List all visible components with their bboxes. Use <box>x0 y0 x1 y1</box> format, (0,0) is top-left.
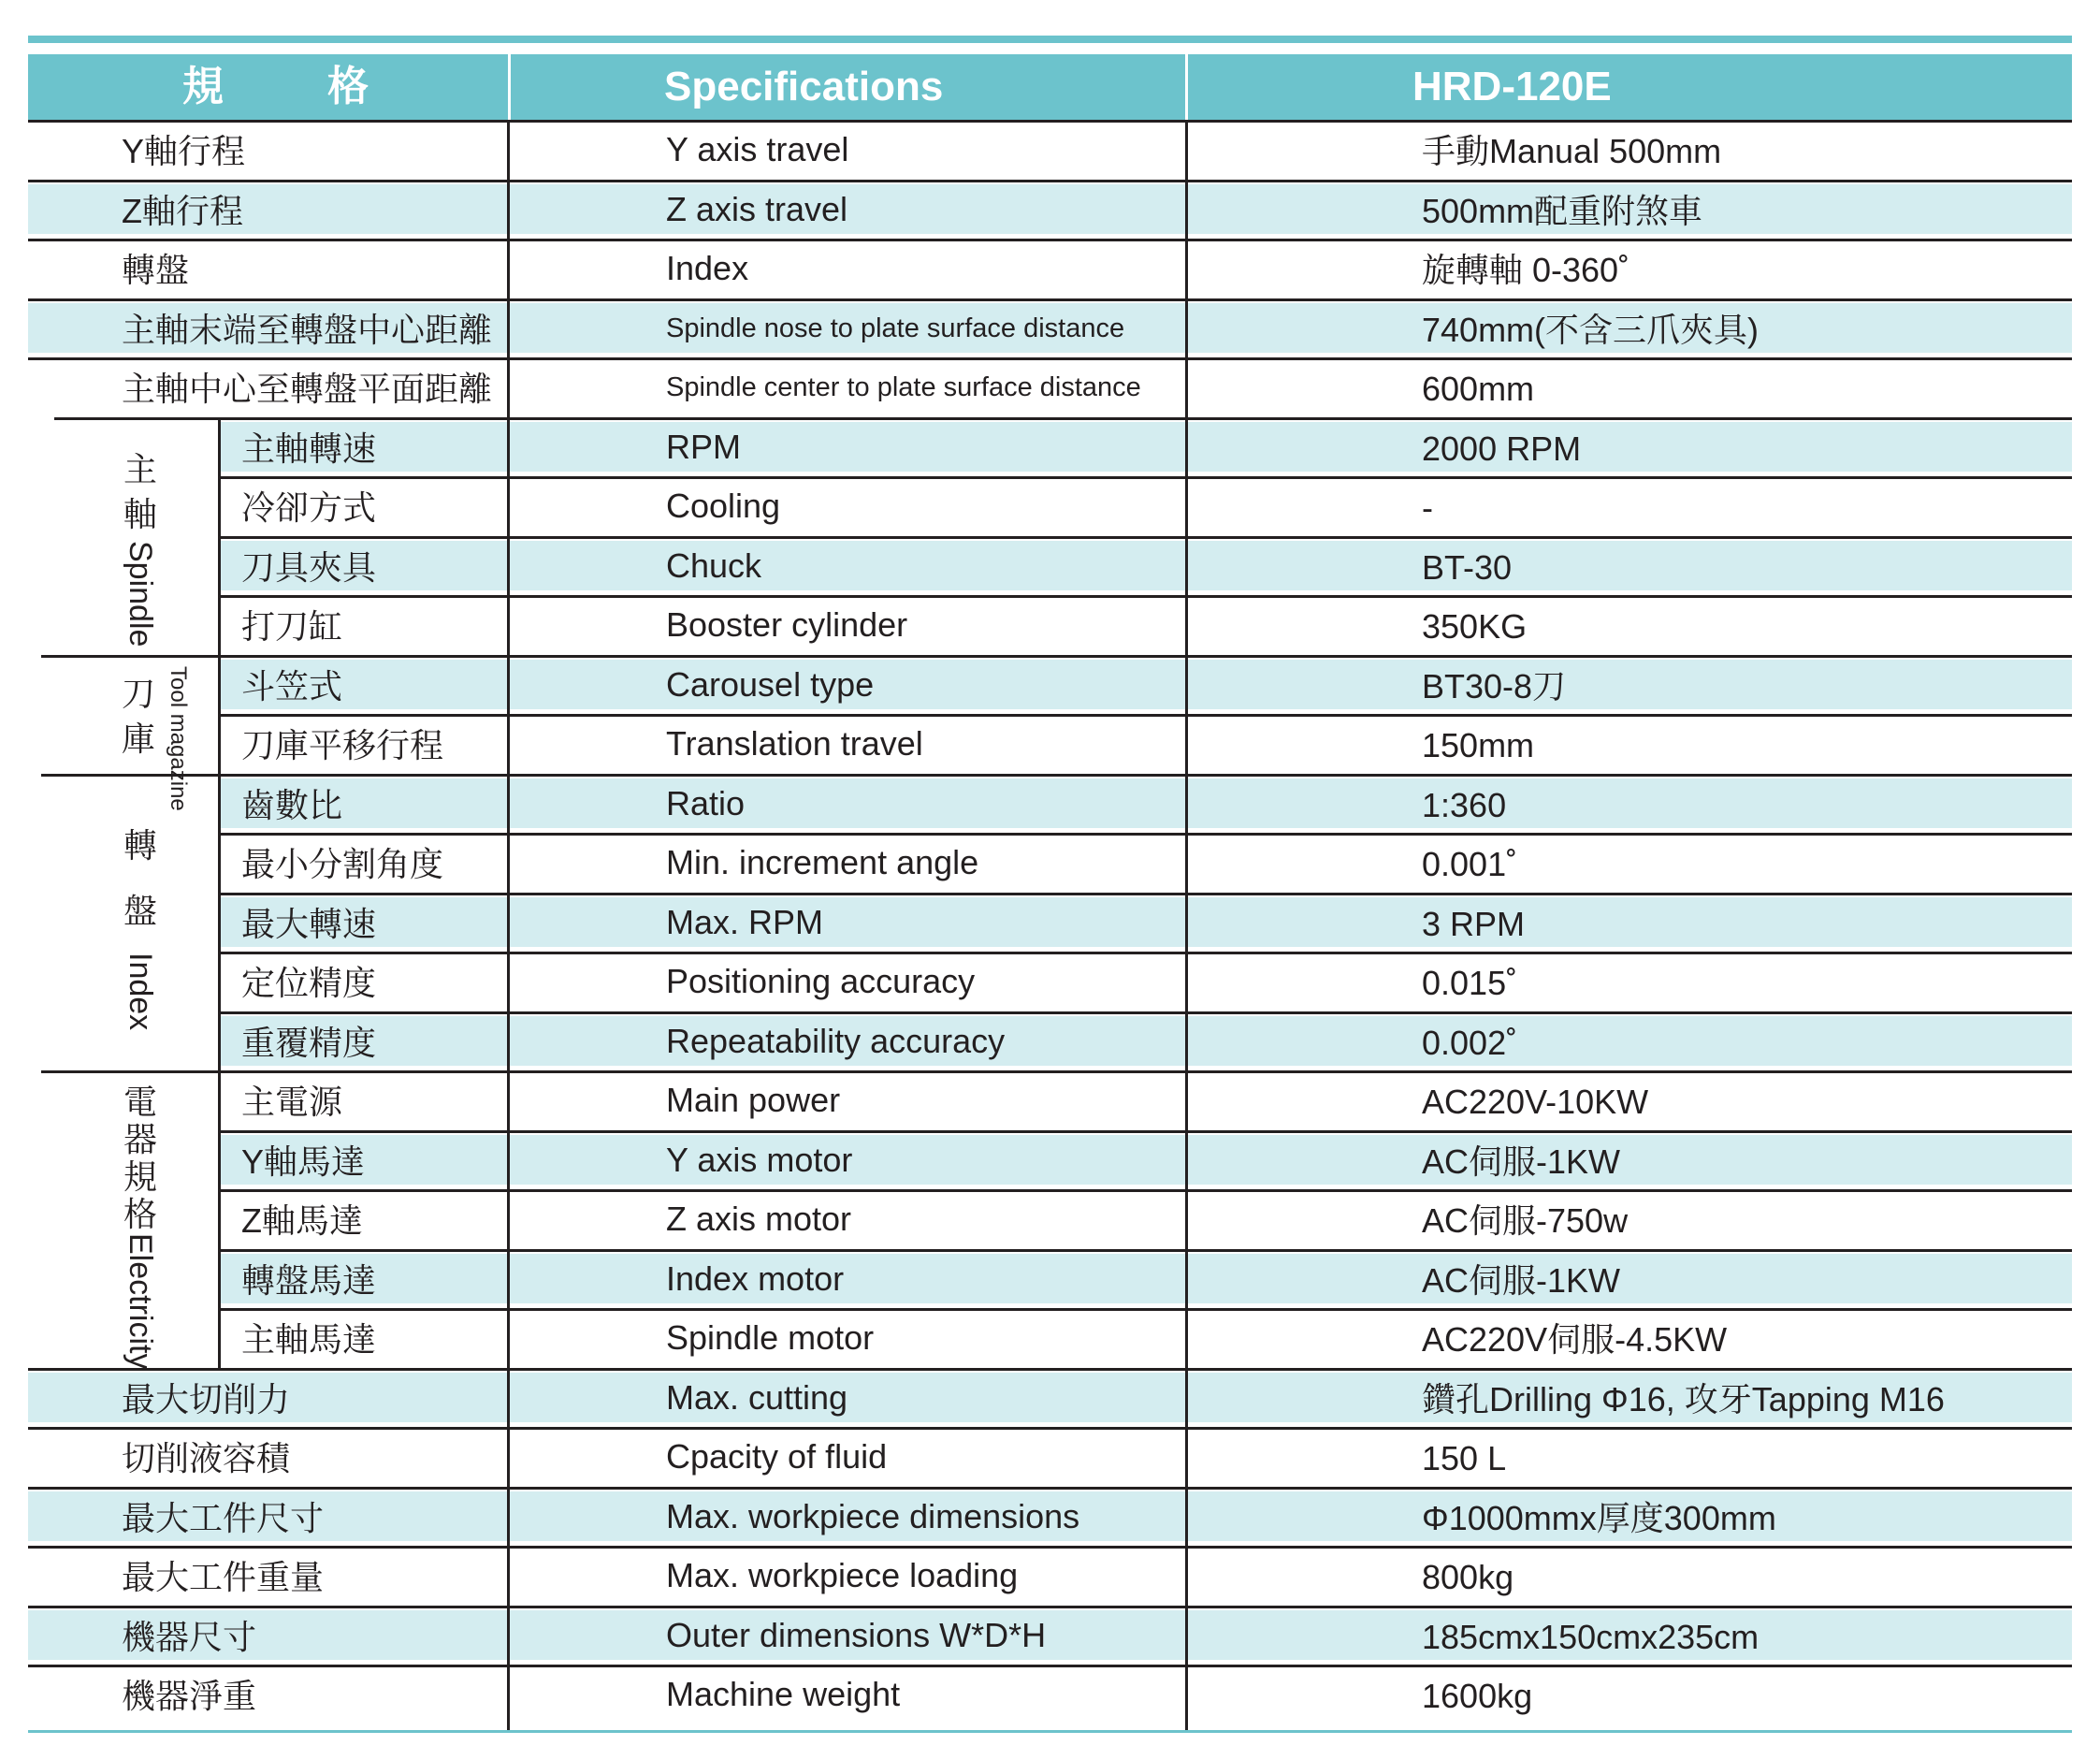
group-zh-char: 格 <box>123 1195 157 1233</box>
spec-row <box>0 357 2100 417</box>
row-separator <box>28 1368 2072 1371</box>
spec-name-zh: 主軸中心至轉盤平面距離 <box>122 370 493 408</box>
spec-name-zh: 定位精度 <box>241 964 377 1002</box>
spec-name-zh: 最大切削力 <box>122 1379 291 1418</box>
row-separator <box>221 1130 2072 1133</box>
spec-value: 0.001˚ <box>1422 845 1518 883</box>
header-model: HRD-120E <box>1412 64 1612 109</box>
spec-row <box>0 1130 2100 1190</box>
spec-row <box>0 952 2100 1011</box>
row-separator <box>28 298 2072 301</box>
spec-value: AC伺服-1KW <box>1422 1142 1621 1181</box>
header-divider <box>1185 54 1188 120</box>
spec-row <box>0 1487 2100 1547</box>
spec-name-zh: 機器尺寸 <box>122 1617 257 1656</box>
spec-name-zh: 主軸末端至轉盤中心距離 <box>122 310 493 349</box>
group-zh-char: 庫 <box>122 720 156 758</box>
spec-value: 0.002˚ <box>1422 1023 1518 1062</box>
row-separator <box>221 714 2072 717</box>
row-separator <box>28 1665 2072 1667</box>
spec-row <box>0 833 2100 893</box>
spec-row <box>0 417 2100 477</box>
row-separator <box>54 417 2072 420</box>
header-zh-1: 規 <box>182 64 224 109</box>
group-en: Tool magazine <box>166 666 192 811</box>
spec-name-en: Outer dimensions W*D*H <box>666 1615 1047 1654</box>
row-separator <box>28 1606 2072 1608</box>
spec-value: BT30-8刀 <box>1422 666 1567 705</box>
spec-name-zh: 最小分割角度 <box>241 845 444 883</box>
spec-row <box>0 1011 2100 1071</box>
spec-name-zh: 冷卻方式 <box>241 488 377 527</box>
spec-name-en: Main power <box>666 1081 841 1119</box>
row-separator <box>221 1189 2072 1192</box>
group-zh-char: 主 <box>123 450 157 488</box>
spec-row <box>0 180 2100 240</box>
group-zh-char: 盤 <box>123 892 157 930</box>
group-label-electricity <box>122 1084 159 1369</box>
spec-row <box>0 536 2100 596</box>
row-separator <box>28 180 2072 182</box>
header-zh-2: 格 <box>327 64 369 109</box>
spec-name-en: Machine weight <box>666 1675 901 1713</box>
row-separator <box>28 1546 2072 1549</box>
spec-name-zh: 切削液容積 <box>122 1439 291 1477</box>
spec-name-en: Max. RPM <box>666 902 824 941</box>
spec-row <box>0 120 2100 180</box>
spec-name-zh: 最大工件尺寸 <box>122 1498 325 1537</box>
header-divider <box>508 54 511 120</box>
spec-name-en: Translation travel <box>666 724 923 763</box>
group-zh-char: 器 <box>123 1120 157 1158</box>
row-band <box>221 1254 2072 1303</box>
spec-value: 185cmx150cmx235cm <box>1422 1617 1760 1656</box>
spec-value: 1:360 <box>1422 785 1507 824</box>
spec-name-en: Ratio <box>666 783 746 822</box>
spec-name-en: Cooling <box>666 487 781 525</box>
spec-row <box>0 298 2100 358</box>
spec-name-en: Max. workpiece dimensions <box>666 1496 1080 1535</box>
column-divider <box>507 122 510 1733</box>
spec-name-en: Max. workpiece loading <box>666 1556 1019 1594</box>
spec-name-en: Index <box>666 249 749 287</box>
spec-row <box>0 1249 2100 1309</box>
spec-value: 500mm配重附煞車 <box>1422 191 1703 230</box>
spec-name-zh: Y軸行程 <box>122 132 246 170</box>
spec-row <box>0 1070 2100 1130</box>
spec-name-en: RPM <box>666 427 741 466</box>
row-separator <box>221 536 2072 539</box>
spec-row <box>0 655 2100 715</box>
spec-value: 手動Manual 500mm <box>1422 132 1722 170</box>
row-separator <box>221 952 2072 954</box>
spec-value: 600mm <box>1422 370 1535 408</box>
spec-name-en: Spindle center to plate surface distance <box>666 372 1141 402</box>
spec-name-zh: 主軸馬達 <box>241 1320 377 1359</box>
spec-name-en: Z axis travel <box>666 189 848 228</box>
bottom-line <box>28 1730 2072 1733</box>
top-accent-bar <box>28 36 2072 43</box>
spec-value: 鑽孔Drilling Φ16, 攻牙Tapping M16 <box>1422 1379 1945 1418</box>
spec-name-zh: 刀庫平移行程 <box>241 726 444 764</box>
spec-name-en: Booster cylinder <box>666 605 908 644</box>
row-separator <box>41 655 2072 658</box>
spec-row <box>0 774 2100 834</box>
spec-name-en: Index motor <box>666 1258 845 1298</box>
row-band <box>221 897 2072 947</box>
spec-name-zh: 刀具夾具 <box>241 547 377 587</box>
spec-value: AC伺服-750w <box>1422 1201 1629 1240</box>
spec-name-zh: Y軸馬達 <box>241 1142 366 1181</box>
spec-row <box>0 1368 2100 1428</box>
spec-value: - <box>1422 488 1433 527</box>
spec-name-zh: 最大轉速 <box>241 904 377 943</box>
row-separator <box>221 1308 2072 1311</box>
spec-row <box>0 239 2100 298</box>
spec-name-zh: 最大工件重量 <box>122 1558 325 1596</box>
spec-value: 1600kg <box>1422 1677 1533 1715</box>
spec-name-en: Y axis motor <box>666 1140 853 1179</box>
spec-name-zh: 打刀缸 <box>241 607 343 646</box>
spec-value: 0.015˚ <box>1422 964 1518 1002</box>
row-band <box>221 1135 2072 1185</box>
spec-value: AC220V伺服-4.5KW <box>1422 1320 1728 1359</box>
spec-name-en: Spindle nose to plate surface distance <box>666 313 1125 343</box>
spec-value: AC伺服-1KW <box>1422 1260 1621 1300</box>
spec-name-en: Cpacity of fluid <box>666 1437 888 1476</box>
spec-value: 旋轉軸 0-360˚ <box>1422 251 1630 289</box>
spec-value: 350KG <box>1422 607 1528 646</box>
spec-row <box>0 1606 2100 1665</box>
row-separator <box>28 357 2072 360</box>
spec-name-zh: 重覆精度 <box>241 1023 377 1062</box>
group-label-tool-magazine <box>122 666 192 811</box>
row-separator <box>221 893 2072 895</box>
spec-value: AC220V-10KW <box>1422 1083 1649 1121</box>
spec-name-en: Spindle motor <box>666 1318 875 1357</box>
spec-value: 2000 RPM <box>1422 429 1582 468</box>
group-label-index <box>122 823 159 1030</box>
row-separator <box>221 595 2072 598</box>
row-separator <box>28 1427 2072 1430</box>
spec-name-zh: 機器淨重 <box>122 1677 257 1715</box>
row-band <box>221 422 2072 472</box>
row-separator <box>221 1011 2072 1014</box>
group-zh-char: 轉 <box>123 826 157 865</box>
spec-name-zh: Z軸馬達 <box>241 1201 363 1240</box>
spec-name-en: Repeatability accuracy <box>666 1021 1006 1060</box>
row-separator <box>28 120 2072 123</box>
spec-value: Φ1000mmx厚度300mm <box>1422 1498 1776 1537</box>
row-band <box>28 184 2072 234</box>
group-zh-char: 規 <box>123 1157 157 1196</box>
row-separator <box>221 833 2072 836</box>
spec-name-zh: 轉盤馬達 <box>241 1260 377 1300</box>
spec-row <box>0 714 2100 774</box>
spec-row <box>0 476 2100 536</box>
table-header <box>28 54 2072 120</box>
spec-row <box>0 1308 2100 1368</box>
row-separator <box>28 1487 2072 1490</box>
row-separator <box>41 1070 2072 1073</box>
header-specifications: Specifications <box>664 64 944 109</box>
spec-value: 150 L <box>1422 1439 1507 1477</box>
row-separator <box>41 774 2072 777</box>
row-separator <box>221 476 2072 479</box>
row-band <box>28 1610 2072 1660</box>
spec-value: 740mm(不含三爪夾具) <box>1422 310 1760 349</box>
spec-name-zh: 斗笠式 <box>241 666 343 705</box>
row-band <box>221 778 2072 828</box>
spec-row <box>0 595 2100 655</box>
spec-name-en: Carousel type <box>666 664 875 704</box>
group-en: Index <box>123 953 158 1031</box>
spec-name-zh: 主電源 <box>241 1083 343 1121</box>
spec-row <box>0 1189 2100 1249</box>
group-zh-char: 電 <box>123 1083 157 1121</box>
column-divider <box>1185 122 1188 1733</box>
group-zh-char: 軸 <box>123 495 157 533</box>
row-separator <box>28 239 2072 241</box>
spec-value: 150mm <box>1422 726 1535 764</box>
group-zh-char: 刀 <box>122 675 156 713</box>
spec-name-zh: 齒數比 <box>241 785 343 824</box>
row-band <box>221 660 2072 709</box>
spec-name-en: Positioning accuracy <box>666 962 976 1000</box>
spec-value: BT-30 <box>1422 547 1513 587</box>
spec-name-zh: Z軸行程 <box>122 191 243 230</box>
spec-value: 800kg <box>1422 1558 1514 1596</box>
row-band <box>221 1016 2072 1066</box>
spec-name-zh: 轉盤 <box>122 251 190 289</box>
group-en: Electricity <box>123 1233 158 1370</box>
row-separator <box>221 1249 2072 1252</box>
spec-row <box>0 1665 2100 1724</box>
group-label-spindle <box>122 447 159 647</box>
spec-row <box>0 893 2100 953</box>
spec-name-en: Y axis travel <box>666 130 849 168</box>
spec-name-en: Chuck <box>666 545 762 585</box>
spec-row <box>0 1546 2100 1606</box>
spec-name-en: Min. increment angle <box>666 843 979 881</box>
group-en: Spindle <box>123 541 158 647</box>
spec-name-en: Max. cutting <box>666 1377 848 1417</box>
row-band <box>221 541 2072 590</box>
spec-value: 3 RPM <box>1422 904 1526 943</box>
spec-name-en: Z axis motor <box>666 1200 852 1238</box>
spec-name-zh: 主軸轉速 <box>241 429 377 468</box>
group-divider <box>218 417 221 1368</box>
spec-row <box>0 1427 2100 1487</box>
